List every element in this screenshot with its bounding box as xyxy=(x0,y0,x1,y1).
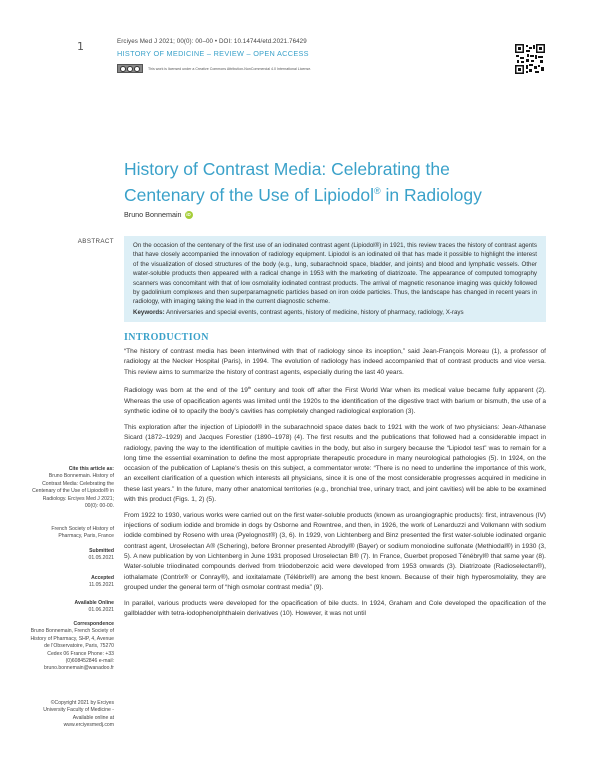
cite-block xyxy=(30,466,114,510)
registered-mark: ® xyxy=(374,186,381,196)
abstract-label: ABSTRACT xyxy=(77,238,114,245)
available-online-block xyxy=(30,600,114,615)
abstract-text: On the occasion of the centenary of the first use of an iodinated contrast agent (Lipiodol®) in 1921, this review traces the history of contrast agents that have closely accompanied the innovation of radiology equipment. Lipiodol is an iodinated oil that has made it possible to highlight the interest of the visualization of closed structures of the body (e.g., lung, subarachnoid space, bladder, and joints) and blood and lymphatic vessels. Other water-soluble products then appeared with a radical change in 1953 with the marketing of diatrizoate. The appearance of computed tomography scanners was concomitant with that of low osmolality iodinated contrast products. The arrival of magnetic resonance imaging was quickly followed by gadolinium complexes and then superparamagnetic particles based on iron oxide particles. Thus, the landscape has changed in recent years in radiology, with imaging taking the lead in the current diagnostic scheme. xyxy=(133,242,537,306)
author-name[interactable]: Bruno Bonnemain xyxy=(124,210,182,219)
paragraph-2-start: Radiology was born at the end of the 19 xyxy=(124,387,248,395)
author-line xyxy=(124,210,193,219)
body-text xyxy=(124,347,546,625)
license-text: This work is licensed under a Creative Commons Attribution-NonCommercial 4.0 International License. xyxy=(148,66,312,71)
affiliation: French Society of History of Pharmacy, Paris, France xyxy=(51,526,114,540)
paragraph-3: This exploration after the injection of Lipiodol® in the subarachnoid space dates back to 1921 with the work of two physicians: Jean-Athanase Sicard (1872–1929) and Jacques Forestier (1890–1978) (4). The first results and the publications that followed had a considerable impact in radiology, paving the way to the identification of multiple cavities in the body, but also in surgery because the “Lipiodol test” was to remain for a long time the essential examination to define the most appropriate therapeutic procedure in many neurological pathologies (5). In 1924, on the occasion of the publication of Laplane’s thesis on this subject, a commentator wrote: “There is no need to underline the importance of this work, an excellent clarification of a question which interests all physicians, since it is one of the most considerable progresses acquired in medicine in these last years.” In the future, many other anatomical territories (e.g., bronchial tree, urinary tract, and joint cavities) will be able to be examined with this product (Figs. 1, 2) (5). xyxy=(124,423,546,504)
available-label: Available Online xyxy=(74,600,114,606)
keywords xyxy=(133,308,537,317)
accepted-block xyxy=(30,575,114,590)
submitted-date: 01.05.2021 xyxy=(88,555,114,562)
paragraph-2 xyxy=(124,383,546,417)
qr-code-icon[interactable] xyxy=(515,44,545,74)
accepted-date: 11.05.2021 xyxy=(88,582,114,589)
accepted-label: Accepted xyxy=(91,575,114,581)
copyright-notice: ©Copyright 2021 by Erciyes University Faculty of Medicine - Available online at www.erciyesmedj.com xyxy=(43,700,114,729)
paragraph-5: In parallel, various products were developed for the opacification of bile ducts. In 1924, Graham and Cole developed the opacification of the gallbladder with tetra-iodophenolphthalein derivatives (10). However, it was not until xyxy=(124,599,546,617)
license-row xyxy=(117,64,507,73)
ordinal-suffix: th xyxy=(247,385,252,391)
journal-header xyxy=(117,38,507,73)
submitted-block xyxy=(30,548,114,563)
paragraph-2-end: century and took off after the First World War when its medical value became fully apparent (2). Whereas the use of opacification agents was limited until the 1920s to the identification of the digestive tract with barium or bismuth, the use of a synthetic iodine oil to opacify the body’s cavities has completely changed radiological exploration (3). xyxy=(124,387,546,416)
correspondence-block xyxy=(30,621,114,673)
submitted-label: Submitted xyxy=(89,548,114,554)
keywords-label: Keywords: xyxy=(133,308,165,316)
cite-text: Bruno Bonnemain. History of Contrast Media: Celebrating the Centenary of the Use of Lipiodol® in Radiology. Erciyes Med J 2021; 00(0): 00-00. xyxy=(32,473,114,510)
paragraph-4: From 1922 to 1930, various works were carried out on the first water-soluble products (known as uroangiographic products): first, intravenous (IV) injections of sodium iodide and bromide in dogs by Osborne and Rowntree, and then, in 1926, the work of Lenarduzzi and Volkmann with sodium iodide combined by Roseno with urea (Pyelognost®) (3, 6). In 1929, von Lichtenberg and Binz presented the first water-soluble iodinated organic contrast agent, Uroselectan A® (Schering), before Bronner presented Abrodyl® (Bayer) or sodium monoiodine sulfonate (Methiodal®) in 1930 (3, 5). A new publication by von Lichtenberg in June 1931 proposed Uroselectan B® (7). In France, Guerbet proposed Ténébryl® that same year (8). Water-soluble triiodinated compounds derived from triiodobenzoic acid were developed from 1953 onwards (3). Diatrizoate (Radioselectan®), iothalamate (Contrix® or Conray®), and ioxitalamate (Télébrix®) are among the best known. Because of their high hyperosmolality, they are grouped under the general term of “high osmolar contrast media” (9). xyxy=(124,511,546,591)
orcid-icon[interactable]: iD xyxy=(186,212,191,217)
introduction-heading: INTRODUCTION xyxy=(124,332,209,343)
available-date: 01.06.2021 xyxy=(88,607,114,614)
title-line-2-end: in Radiology xyxy=(380,184,482,205)
article-section-line: HISTORY OF MEDICINE – REVIEW – OPEN ACCESS xyxy=(117,49,309,58)
cite-label: Cite this article as: xyxy=(68,466,114,472)
article-title xyxy=(124,158,544,206)
title-line-2-start: Centenary of the Use of Lipiodol xyxy=(124,184,375,205)
page-number: 1 xyxy=(77,40,84,53)
correspondence-label: Correspondence xyxy=(73,621,114,627)
creative-commons-icon[interactable] xyxy=(117,64,143,73)
paragraph-1: “The history of contrast media has been intertwined with that of radiology since its inception,” said Jean-François Moreau (1), a professor of radiology at the Necker Hospital (Paris), in 1994. The evolution of radiology has indeed accompanied that of contrast products and vice versa. This review aims to summarize the history of contrast agents, especially during the last 40 years. xyxy=(124,348,546,376)
title-line-1: History of Contrast Media: Celebrating the xyxy=(124,159,450,179)
abstract-box xyxy=(124,236,546,322)
keywords-list: Anniversaries and special events, contrast agents, history of medicine, history of pharmacy, radiology, X-rays xyxy=(164,308,464,316)
correspondence-text[interactable]: Bruno Bonnemain, French Society of History of Pharmacy, SHP, 4, Avenue de l’Observatoire, Paris, 75270 Cedex 06 France Phone: +33 (0)608452846 e-mail: bruno.bonnemain@wanadoo.fr xyxy=(30,628,114,672)
journal-citation-line: Erciyes Med J 2021; 00(0): 00–00 • DOI: 10.14744/etd.2021.76429 xyxy=(117,38,307,45)
